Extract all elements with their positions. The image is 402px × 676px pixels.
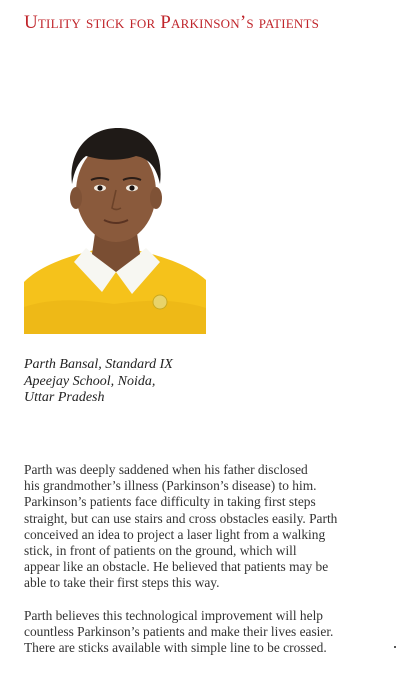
text-line: Parth was deeply saddened when his father disclosed — [24, 462, 308, 477]
text-line: Parth believes this technological improvement will help — [24, 607, 323, 623]
paragraph-1 — [24, 462, 384, 592]
text-line: straight, but can use stairs and cross obstacles easily. Parth — [24, 510, 338, 526]
caption-state-line: Uttar Pradesh — [24, 390, 105, 405]
student-caption — [24, 357, 173, 407]
text-line: stick, in front of patients on the ground, which will — [24, 543, 297, 559]
text-line: his grandmother’s illness (Parkinson’s disease) to him. — [24, 478, 317, 494]
text-line: Parkinson’s patients face difficulty in taking first steps — [24, 494, 316, 510]
page-title: Utility stick for Parkinson’s patients — [24, 12, 320, 33]
text-line: There are sticks available with simple line to be crossed. — [24, 640, 327, 656]
paragraph-2 — [24, 608, 384, 657]
text-line: countless Parkinson’s patients and make their lives easier. — [24, 623, 334, 639]
student-portrait-icon — [24, 122, 206, 334]
caption-school-line: Apeejay School, Noida, — [24, 373, 156, 389]
caption-name-line: Parth Bansal, Standard IX — [24, 357, 173, 372]
text-line: able to take their first steps this way. — [24, 575, 220, 591]
print-mark — [394, 646, 396, 648]
article-body — [24, 462, 384, 672]
text-line: appear like an obstacle. He believed that patients may be — [24, 559, 329, 575]
student-photo — [24, 122, 206, 334]
text-line: conceived an idea to project a laser light from a walking — [24, 526, 326, 542]
